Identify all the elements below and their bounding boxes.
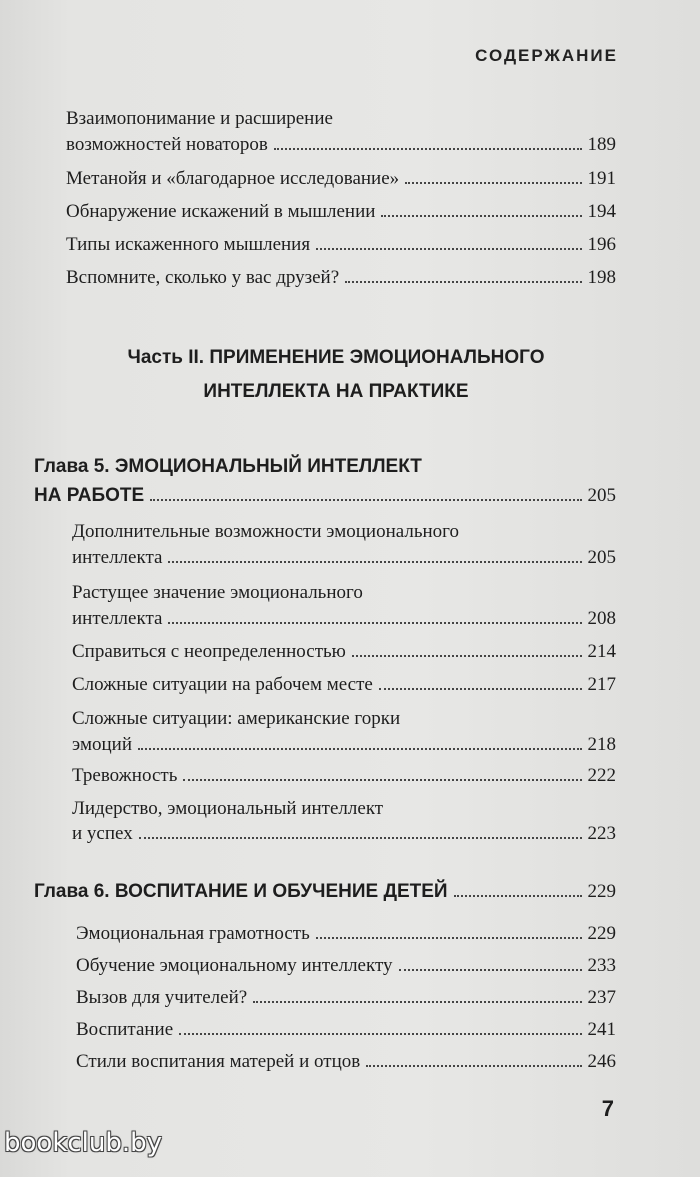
leader-dots bbox=[168, 622, 581, 624]
toc-entry-page: 214 bbox=[587, 641, 616, 662]
toc-entry-title: Стили воспитания матерей и отцов bbox=[76, 1051, 361, 1072]
leader-dots bbox=[179, 1033, 581, 1035]
toc-entry-title: Вспомните, сколько у вас друзей? bbox=[66, 267, 340, 288]
toc-entry-title: Воспитание bbox=[76, 1019, 174, 1040]
toc-entry-page: 229 bbox=[587, 923, 616, 944]
toc-entry-page: 196 bbox=[587, 234, 616, 255]
leader-dots bbox=[316, 937, 582, 939]
toc-entry bbox=[72, 733, 616, 757]
toc-entry-title: Типы искаженного мышления bbox=[66, 234, 311, 255]
toc-entry-page: 205 bbox=[587, 547, 616, 568]
leader-dots bbox=[253, 1001, 581, 1003]
toc-entry-title: Обнаружение искажений в мышлении bbox=[66, 201, 376, 222]
toc-entry-page: 191 bbox=[587, 168, 616, 189]
leader-dots bbox=[379, 688, 582, 690]
leader-dots bbox=[150, 499, 581, 501]
toc-entry bbox=[66, 133, 616, 157]
toc-entry-title: эмоций bbox=[72, 734, 133, 755]
watermark: bookclub.by bbox=[4, 1128, 163, 1158]
toc-entry-page: 222 bbox=[587, 765, 616, 786]
toc-entry-page: 198 bbox=[587, 267, 616, 288]
toc-entry-page: 218 bbox=[587, 734, 616, 755]
toc-entry-title: возможностей новаторов bbox=[66, 134, 268, 155]
chapter-title: Глава 6. ВОСПИТАНИЕ И ОБУЧЕНИЕ ДЕТЕЙ bbox=[34, 881, 448, 902]
leader-dots bbox=[454, 895, 582, 897]
leader-dots bbox=[345, 281, 581, 283]
toc-entry-page: 233 bbox=[587, 955, 616, 976]
leader-dots bbox=[366, 1065, 581, 1067]
toc-entry-title: и успех bbox=[72, 823, 133, 844]
leader-dots bbox=[139, 837, 582, 839]
toc-entry-line1: Растущее значение эмоционального bbox=[72, 582, 363, 603]
toc-entry-page: 223 bbox=[587, 823, 616, 844]
toc-entry bbox=[76, 1050, 616, 1074]
chapter-entry bbox=[34, 484, 616, 508]
toc-entry-line1: Сложные ситуации: американские горки bbox=[72, 708, 401, 729]
toc-entry-page: 194 bbox=[587, 201, 616, 222]
toc-entry-page: 241 bbox=[587, 1019, 616, 1040]
toc-entry bbox=[76, 986, 616, 1010]
toc-entry-page: 208 bbox=[587, 608, 616, 629]
toc-entry-title: интеллекта bbox=[72, 608, 163, 629]
running-head: СОДЕРЖАНИЕ bbox=[475, 46, 618, 65]
toc-entry bbox=[66, 266, 616, 290]
toc-entry-page: 246 bbox=[587, 1051, 616, 1072]
leader-dots bbox=[405, 182, 581, 184]
toc-entry bbox=[76, 954, 616, 978]
toc-entry-page: 217 bbox=[587, 674, 616, 695]
part-title-line1: Часть II. ПРИМЕНЕНИЕ ЭМОЦИОНАЛЬНОГО bbox=[127, 347, 545, 368]
page-number: 7 bbox=[601, 1096, 614, 1121]
toc-entry-line1: Взаимопонимание и расширение bbox=[66, 108, 333, 129]
toc-entry-title: Вызов для учителей? bbox=[76, 987, 248, 1008]
toc-entry-title: Обучение эмоциональному интеллекту bbox=[76, 955, 393, 976]
chapter-page: 229 bbox=[587, 881, 616, 902]
leader-dots bbox=[138, 748, 581, 750]
toc-entry-page: 237 bbox=[587, 987, 616, 1008]
toc-entry bbox=[66, 200, 616, 224]
chapter-title: НА РАБОТЕ bbox=[34, 485, 145, 506]
toc-entry-line1: Дополнительные возможности эмоционального bbox=[72, 521, 459, 542]
toc-entry-title: Метанойя и «благодарное исследование» bbox=[66, 168, 400, 189]
toc-entry-page: 189 bbox=[587, 134, 616, 155]
leader-dots bbox=[399, 969, 582, 971]
toc-entry bbox=[76, 922, 616, 946]
toc-entry-title: Тревожность bbox=[72, 765, 178, 786]
toc-entry-title: интеллекта bbox=[72, 547, 163, 568]
chapter-title-line1: Глава 5. ЭМОЦИОНАЛЬНЫЙ ИНТЕЛЛЕКТ bbox=[34, 456, 422, 477]
toc-entry-line1: Лидерство, эмоциональный интеллект bbox=[72, 798, 384, 819]
toc-entry-title: Справиться с неопределенностью bbox=[72, 641, 346, 662]
toc-entry bbox=[72, 764, 616, 788]
toc-entry bbox=[76, 1018, 616, 1042]
toc-entry bbox=[66, 167, 616, 191]
leader-dots bbox=[168, 561, 581, 563]
toc-entry bbox=[72, 640, 616, 664]
chapter-entry bbox=[34, 880, 616, 904]
part-title-line2: ИНТЕЛЛЕКТА НА ПРАКТИКЕ bbox=[203, 381, 469, 402]
toc-entry-title: Эмоциональная грамотность bbox=[76, 923, 310, 944]
leader-dots bbox=[381, 215, 581, 217]
toc-entry bbox=[66, 233, 616, 257]
toc-entry bbox=[72, 546, 616, 570]
leader-dots bbox=[352, 655, 582, 657]
toc-entry bbox=[72, 673, 616, 697]
toc-entry bbox=[72, 607, 616, 631]
chapter-page: 205 bbox=[587, 485, 616, 506]
leader-dots bbox=[316, 248, 581, 250]
toc-entry bbox=[72, 822, 616, 846]
toc-entry-title: Сложные ситуации на рабочем месте bbox=[72, 674, 373, 695]
leader-dots bbox=[183, 779, 581, 781]
leader-dots bbox=[274, 148, 582, 150]
